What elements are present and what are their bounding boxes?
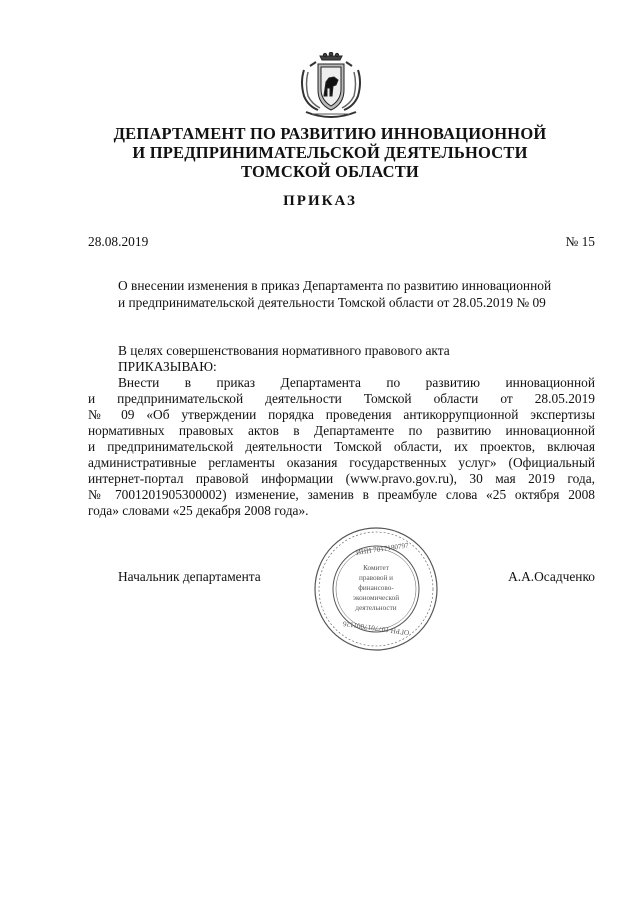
- stamp-center-line-2: правовой и: [359, 574, 393, 582]
- body-line-3: № 09 «Об утверждении порядка проведения антикоррупционной экспертизы: [88, 407, 595, 422]
- coat-of-arms-emblem: [296, 52, 366, 120]
- body-line-1: Внести в приказ Департамента по развитию инновационной: [118, 375, 595, 390]
- stamp-center-line-3: финансово-: [358, 584, 394, 592]
- official-stamp: [312, 526, 440, 652]
- body-line-8: № 7001201905300002) изменение, заменив в преамбуле слова «25 октября 2008: [88, 487, 595, 502]
- department-name-line-2: И ПРЕДПРИНИМАТЕЛЬСКОЙ ДЕЯТЕЛЬНОСТИ: [132, 143, 528, 162]
- signatory-name: А.А.Осадченко: [508, 569, 595, 584]
- body-line-9: года» словами «25 декабря 2008 года».: [88, 503, 309, 518]
- body-command: ПРИКАЗЫВАЮ:: [118, 359, 217, 374]
- signatory-position: Начальник департамента: [118, 569, 261, 584]
- stamp-ogrn: ОГРН 1077017001126: [342, 619, 410, 637]
- body-line-5: и предпринимательской деятельности Томской области, их проектов, включая: [88, 439, 595, 454]
- subject-line-1: О внесении изменения в приказ Департамента по развитию инновационной: [118, 278, 552, 293]
- stamp-inn: ИНН 7017180797: [355, 541, 410, 557]
- stamp-center-line-4: экономической: [352, 594, 400, 602]
- body-line-6: административные регламенты оказания государственных услуг» (Официальный: [88, 455, 595, 470]
- document-type-title: ПРИКАЗ: [283, 193, 357, 209]
- document-date: 28.08.2019: [88, 234, 149, 249]
- document-number: № 15: [565, 234, 595, 249]
- body-line-7: интернет-портал правовой информации (www.pravo.gov.ru), 30 мая 2019 года,: [88, 471, 595, 486]
- subject-line-2: и предпринимательской деятельности Томской области от 28.05.2019 № 09: [118, 295, 546, 310]
- body-preamble: В целях совершенствования нормативного правового акта: [118, 343, 450, 358]
- department-name-line-3: ТОМСКОЙ ОБЛАСТИ: [241, 162, 419, 181]
- body-line-4: нормативных правовых актов в Департаменте по развитию инновационной: [88, 423, 595, 438]
- stamp-center-line-1: Комитет: [363, 564, 389, 572]
- stamp-center-line-5: деятельности: [355, 604, 397, 612]
- body-line-2: и предпринимательской деятельности Томской области от 28.05.2019: [88, 391, 595, 406]
- department-name-line-1: ДЕПАРТАМЕНТ ПО РАЗВИТИЮ ИННОВАЦИОННОЙ: [113, 124, 547, 143]
